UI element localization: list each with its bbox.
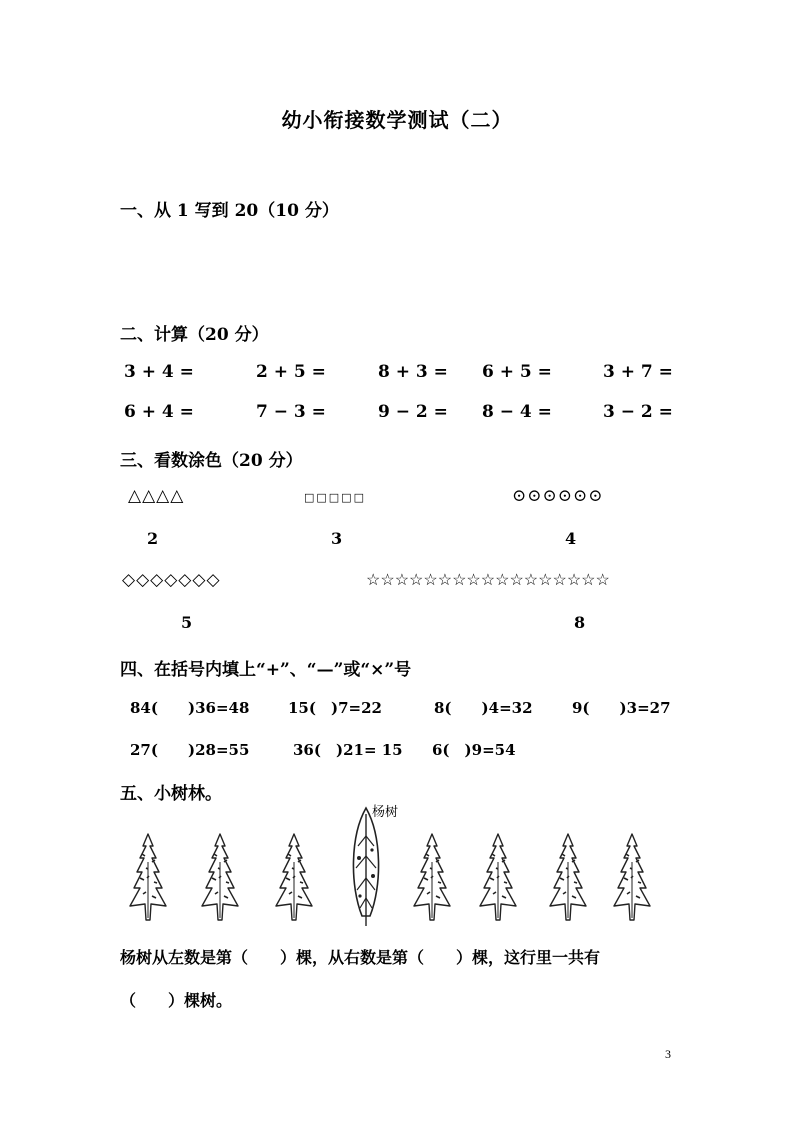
section5-heading: 五、小树林。 [120, 784, 222, 804]
fill-item[interactable]: 27( )28=55 [130, 741, 250, 759]
squares-shapes[interactable]: □□□□□ [304, 491, 366, 504]
stars-shapes[interactable]: ☆☆☆☆☆☆☆☆☆☆☆☆☆☆☆☆☆ [366, 570, 610, 589]
pine-tree-icon [548, 832, 588, 924]
section1-heading: 一、从 1 写到 20（10 分） [120, 201, 339, 221]
calc-item: 8 − 4 = [482, 402, 552, 422]
section4-heading: 四、在括号内填上“+”、“—”或“×”号 [120, 660, 412, 680]
calc-item: 3 + 4 = [124, 362, 194, 382]
calc-item: 3 + 7 = [603, 362, 673, 382]
triangles-shapes[interactable]: △△△△ [128, 486, 185, 506]
poplar-tree-icon[interactable] [344, 806, 388, 930]
calc-item: 2 + 5 = [256, 362, 326, 382]
calc-item: 9 − 2 = [378, 402, 448, 422]
pine-tree-icon [478, 832, 518, 924]
section2-heading: 二、计算（20 分） [120, 325, 269, 345]
fill-item[interactable]: 84( )36=48 [130, 699, 250, 717]
calc-item: 8 + 3 = [378, 362, 448, 382]
diamonds-shapes[interactable]: ◇◇◇◇◇◇◇ [122, 570, 221, 590]
fill-item[interactable]: 9( )3=27 [572, 699, 671, 717]
page-title: 幼小衔接数学测试（二） [281, 108, 513, 132]
calc-item: 7 − 3 = [256, 402, 326, 422]
fill-item[interactable]: 8( )4=32 [434, 699, 533, 717]
triangles-count: 2 [147, 529, 159, 548]
pine-tree-icon [128, 832, 168, 924]
poplar-label: 杨树 [372, 805, 399, 820]
fill-item[interactable]: 36( )21= 15 [293, 741, 403, 759]
pine-tree-icon [200, 832, 240, 924]
circles-shapes[interactable]: ⊙⊙⊙⊙⊙⊙ [512, 486, 604, 506]
page-number: 3 [665, 1047, 671, 1061]
squares-count: 3 [331, 529, 343, 548]
fill-item[interactable]: 15( )7=22 [288, 699, 382, 717]
calc-item: 6 + 4 = [124, 402, 194, 422]
calc-item: 6 + 5 = [482, 362, 552, 382]
section3-heading: 三、看数涂色（20 分） [120, 451, 303, 471]
pine-tree-icon [412, 832, 452, 924]
calc-item: 3 − 2 = [603, 402, 673, 422]
pine-tree-icon [612, 832, 652, 924]
fill-item[interactable]: 6( )9=54 [432, 741, 516, 759]
question-line-2[interactable]: （ ）棵树。 [120, 991, 233, 1010]
circles-count: 4 [565, 529, 577, 548]
diamonds-count: 5 [181, 613, 193, 632]
pine-tree-icon [274, 832, 314, 924]
stars-count: 8 [574, 613, 586, 632]
question-line-1[interactable]: 杨树从左数是第（ ）棵，从右数是第（ ）棵，这行里一共有 [120, 948, 601, 967]
